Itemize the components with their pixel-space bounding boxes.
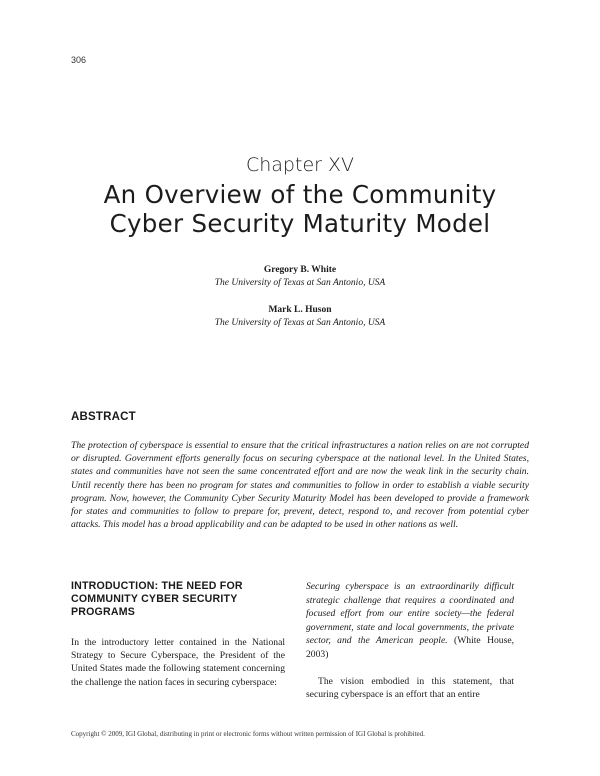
abstract-text: The protection of cyberspace is essential to ensure that the critical infrastructures a nation relies on are not corrupted or disrupted. Government efforts generally focus on securing cyberspace at the national level. In the United States, states and communities have not seen the same concentrated effort and are now the weak link in the security chain. Until recently there has been no program for states and communities to follow in order to establish a viable security program. Now, however, the Community Cyber Security Maturity Model has been developed to provide a framework for states and communities to follow to prepare for, prevent, detect, respond to, and recover from potential cyber attacks. This model has a broad applicability and can be adapted to be used in other nations as well. — [71, 440, 529, 531]
chapter-title-line-1: An Overview of the Community — [103, 180, 497, 209]
author-name: Mark L. Huson — [268, 305, 332, 315]
quote-text: Securing cyberspace is an extraordinarily difficult strategic challenge that requires a coordinated and focused effort from our entire society—the federal government, state and local governments, the private sector, and the American people. — [306, 581, 514, 647]
abstract-heading: ABSTRACT — [71, 411, 136, 423]
page-number: 306 — [71, 55, 87, 65]
author-affiliation: The University of Texas at San Antonio, USA — [214, 318, 386, 328]
body-paragraph: The vision embodied in this statement, that securing cyberspace is an effort that an entire — [306, 675, 514, 700]
right-column — [306, 580, 514, 701]
quote-citation: (White House, 2003) — [306, 635, 514, 660]
author-name: Gregory B. White — [263, 265, 337, 275]
chapter-header — [0, 154, 600, 238]
chapter-title-line-2: Cyber Security Maturity Model — [109, 209, 491, 238]
chapter-label: Chapter XV — [245, 154, 355, 176]
introduction-paragraph: In the introductory letter contained in the National Strategy to Secure Cyberspace, the President of the United States made the following statement concerning the challenge the nation faces in securing cyberspace: — [71, 637, 285, 688]
author-list — [0, 264, 600, 330]
author-affiliation: The University of Texas at San Antonio, USA — [214, 278, 386, 288]
introduction-heading: INTRODUCTION: THE NEED FOR COMMUNITY CYBER SECURITY PROGRAMS — [71, 580, 243, 618]
left-column — [71, 580, 285, 689]
block-quote — [306, 580, 514, 662]
copyright-footer: Copyright © 2009, IGI Global, distributing in print or electronic forms without written permission of IGI Global is prohibited. — [71, 730, 425, 738]
